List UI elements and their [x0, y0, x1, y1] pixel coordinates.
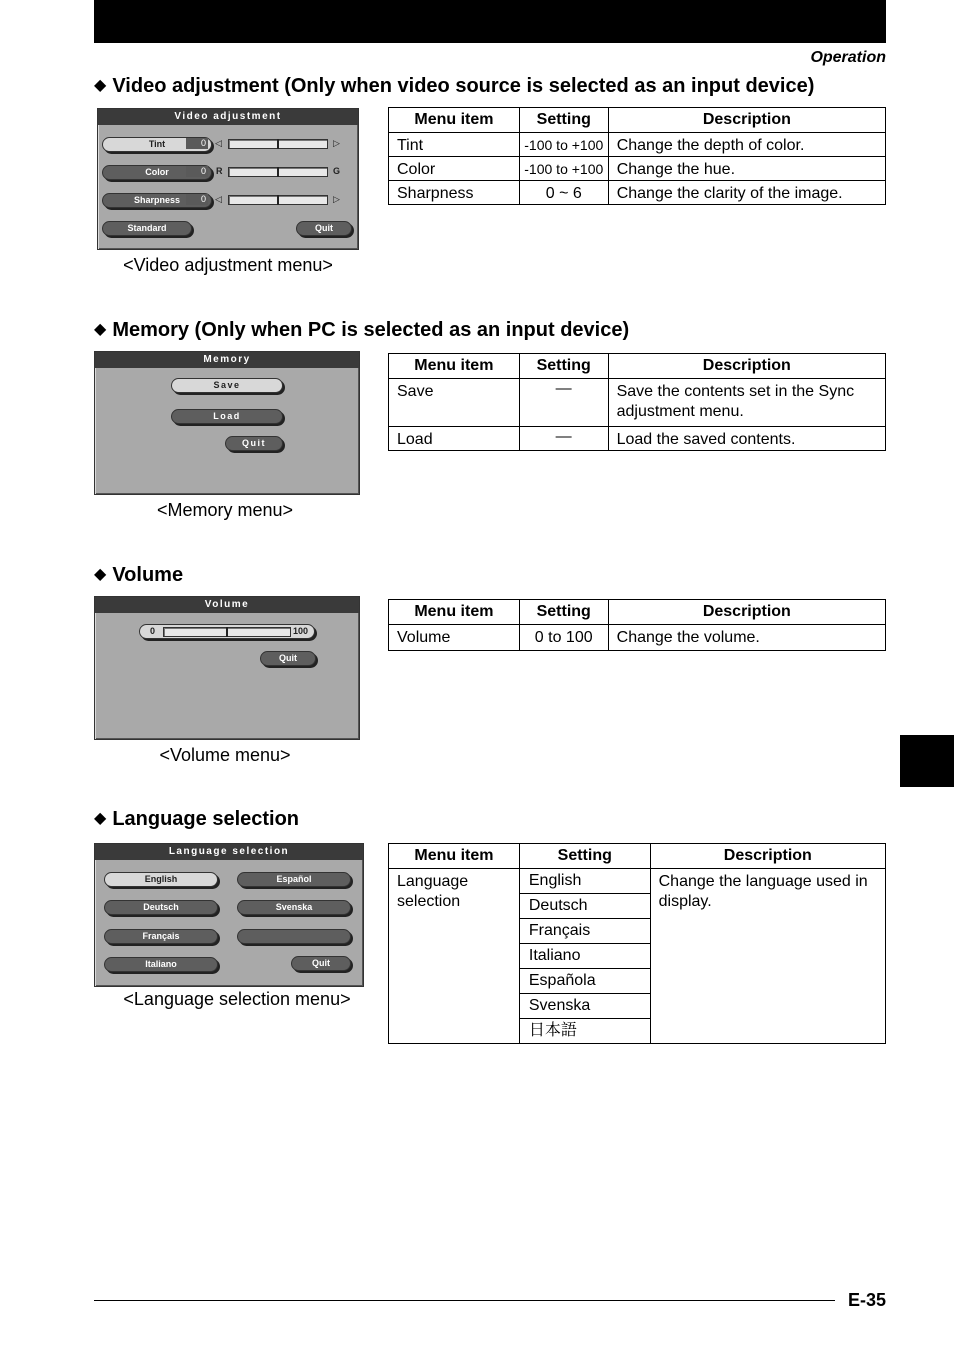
japanese-button[interactable]	[237, 929, 351, 944]
volume-table	[388, 599, 886, 651]
cell-setting: -100 to +100	[524, 137, 604, 153]
quit-button[interactable]: Quit	[296, 221, 352, 236]
video-adjustment-table	[388, 107, 886, 205]
table-row	[389, 625, 886, 651]
color-right-mark: G	[333, 166, 341, 176]
section-label: Operation	[810, 49, 886, 66]
cell-description: Change the hue.	[616, 161, 736, 178]
list-item: English	[520, 869, 650, 894]
cell-setting: -100 to +100	[524, 161, 604, 177]
italiano-button[interactable]: Italiano	[104, 957, 218, 972]
memory-menu-caption: <Memory menu>	[156, 500, 294, 520]
memory-heading: ◆ Memory (Only when PC is selected as an input device)	[94, 319, 630, 341]
header-description: Description	[650, 844, 885, 869]
slider-knob[interactable]	[277, 139, 279, 149]
svenska-button[interactable]: Svenska	[237, 900, 351, 915]
deutsch-button[interactable]: Deutsch	[104, 900, 218, 915]
espanol-button[interactable]: Español	[237, 872, 351, 887]
footer-rule	[94, 1300, 835, 1301]
menu-title: Memory	[95, 352, 359, 368]
tint-slider[interactable]	[228, 139, 328, 149]
language-settings-list	[520, 869, 650, 1043]
list-item: Deutsch	[520, 894, 650, 919]
header-setting: Setting	[519, 844, 650, 869]
video-menu-caption: <Video adjustment menu>	[123, 255, 333, 275]
table-row	[389, 157, 886, 181]
table-row	[389, 181, 886, 205]
cell-description: Change the volume.	[616, 629, 760, 646]
table-row	[389, 869, 886, 1044]
list-item: Svenska	[520, 994, 650, 1019]
table-row	[389, 379, 886, 427]
list-item: 日本語	[528, 1022, 577, 1039]
volume-slider[interactable]	[163, 627, 291, 637]
volume-menu-caption: <Volume menu>	[159, 745, 291, 765]
slider-knob[interactable]	[277, 167, 279, 177]
menu-title: Volume	[95, 597, 359, 613]
header-bar	[94, 0, 886, 43]
cell-setting: 0 to 100	[534, 629, 593, 646]
cell-description: Save the contents set in the Sync adjustment menu.	[616, 383, 855, 420]
tint-label-button[interactable]: Tint	[102, 137, 212, 152]
language-menu-caption: <Language selection menu>	[123, 989, 351, 1009]
diamond-icon: ◆	[94, 810, 107, 827]
color-left-mark: R	[216, 166, 223, 176]
video-adjustment-menu	[97, 108, 359, 250]
volume-min-label: 0	[150, 626, 156, 636]
header-menu-item: Menu item	[389, 844, 520, 869]
sharpness-left-mark: ◁	[215, 194, 222, 204]
volume-max-label: 100	[292, 626, 308, 636]
slider-knob[interactable]	[277, 195, 279, 205]
sharpness-label-button[interactable]: Sharpness	[102, 193, 212, 208]
header-description: Description	[608, 354, 885, 379]
volume-menu	[94, 596, 360, 740]
diamond-icon: ◆	[94, 566, 107, 583]
cell-item: Sharpness	[397, 185, 474, 202]
header-setting: Setting	[519, 354, 608, 379]
color-slider[interactable]	[228, 167, 328, 177]
tint-value: 0	[186, 138, 208, 149]
cell-item: Tint	[397, 137, 424, 154]
header-menu-item: Menu item	[389, 600, 520, 625]
save-button[interactable]: Save	[171, 378, 283, 393]
load-button[interactable]: Load	[171, 409, 283, 424]
sharpness-value: 0	[186, 194, 208, 205]
menu-title: Video adjustment	[98, 109, 358, 125]
quit-button[interactable]: Quit	[291, 956, 351, 971]
header-description: Description	[608, 108, 885, 133]
header-menu-item: Menu item	[389, 354, 520, 379]
header-setting: Setting	[519, 600, 608, 625]
standard-button[interactable]: Standard	[102, 221, 192, 236]
cell-setting: 0 ~ 6	[545, 185, 582, 202]
memory-table	[388, 353, 886, 451]
english-button[interactable]: English	[104, 872, 218, 887]
diamond-icon: ◆	[94, 321, 107, 338]
color-label-button[interactable]: Color	[102, 165, 212, 180]
quit-button[interactable]: Quit	[225, 436, 283, 451]
table-row	[389, 427, 886, 451]
table-row	[389, 133, 886, 157]
cell-setting: —	[555, 380, 572, 397]
sharpness-slider[interactable]	[228, 195, 328, 205]
cell-item: Color	[397, 161, 436, 178]
video-adjustment-heading: ◆ Video adjustment (Only when video source is selected as an input device)	[94, 75, 815, 97]
cell-description: Change the clarity of the image.	[616, 185, 843, 202]
quit-button[interactable]: Quit	[260, 651, 316, 666]
cell-item: Volume	[397, 629, 451, 646]
tint-right-mark: ▷	[333, 138, 340, 148]
francais-button[interactable]: Français	[104, 929, 218, 944]
list-item: Española	[520, 969, 650, 994]
header-description: Description	[608, 600, 885, 625]
cell-item: Load	[397, 431, 433, 448]
cell-item: Save	[397, 383, 434, 400]
list-item: Français	[520, 919, 650, 944]
language-heading: ◆ Language selection	[94, 808, 300, 830]
language-menu	[94, 843, 364, 987]
volume-heading: ◆ Volume	[94, 564, 184, 586]
header-setting: Setting	[519, 108, 608, 133]
language-table	[388, 843, 886, 1044]
chapter-tab	[900, 735, 954, 787]
cell-description: Load the saved contents.	[616, 431, 796, 448]
header-menu-item: Menu item	[389, 108, 520, 133]
menu-title: Language selection	[95, 844, 363, 860]
cell-item: Language selection	[397, 873, 469, 910]
diamond-icon: ◆	[94, 77, 107, 94]
cell-setting: —	[555, 428, 572, 445]
slider-knob[interactable]	[226, 627, 228, 637]
sharpness-right-mark: ▷	[333, 194, 340, 204]
page-number: E-35	[847, 1290, 886, 1310]
color-value: 0	[186, 166, 208, 177]
tint-left-mark: ◁	[215, 138, 222, 148]
memory-menu	[94, 351, 360, 495]
cell-description: Change the language used in display.	[658, 873, 868, 910]
list-item: Italiano	[520, 944, 650, 969]
cell-description: Change the depth of color.	[616, 137, 805, 154]
